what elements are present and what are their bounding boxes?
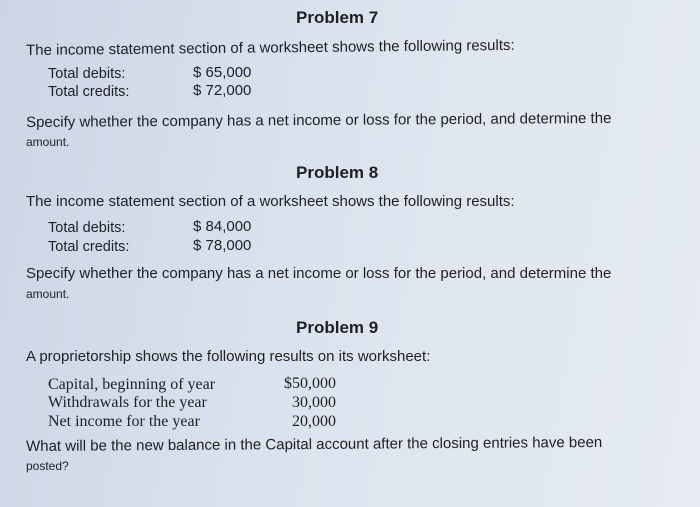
problem-9-question: What will be the new balance in the Capital account after the closing entries have been: [26, 433, 603, 455]
problem-9-capital-label: Capital, beginning of year: [48, 376, 216, 393]
problem-8-credits-amount: $ 78,000: [193, 237, 252, 254]
problem-7-credits-label: Total credits:: [48, 84, 130, 100]
problem-8-debits-label: Total debits:: [48, 220, 126, 236]
problem-7-debits-amount: $ 65,000: [193, 64, 252, 81]
problem-9-withdrawals-label: Withdrawals for the year: [48, 394, 207, 411]
problem-7-debits-label: Total debits:: [48, 66, 126, 82]
problem-7-question: Specify whether the company has a net income or loss for the period, and determine the: [26, 109, 612, 131]
problem-9-title: Problem 9: [296, 318, 379, 337]
problem-7-intro: The income statement section of a worksheet shows the following results:: [26, 36, 515, 59]
problem-9-withdrawals-amount: 30,000: [292, 394, 336, 411]
problem-9-question-cont: posted?: [26, 459, 69, 473]
problem-8-credits-label: Total credits:: [48, 239, 130, 255]
problem-8-question: Specify whether the company has a net income or loss for the period, and determine the: [26, 265, 612, 282]
problem-8-title: Problem 8: [296, 163, 379, 182]
problem-9-capital-amount: $50,000: [284, 375, 336, 392]
problem-9-net-income-label: Net income for the year: [48, 413, 200, 430]
problem-8-question-cont: amount.: [26, 287, 70, 301]
problem-8-intro: The income statement section of a worksheet shows the following results:: [26, 193, 515, 210]
problem-8-debits-amount: $ 84,000: [193, 218, 252, 235]
problem-7-credits-amount: $ 72,000: [193, 82, 252, 99]
problem-9-intro: A proprietorship shows the following results on its worksheet:: [26, 348, 431, 365]
problem-7-question-cont: amount.: [26, 135, 70, 149]
problem-9-net-income-amount: 20,000: [292, 413, 336, 430]
problem-7-title: Problem 7: [296, 8, 379, 27]
